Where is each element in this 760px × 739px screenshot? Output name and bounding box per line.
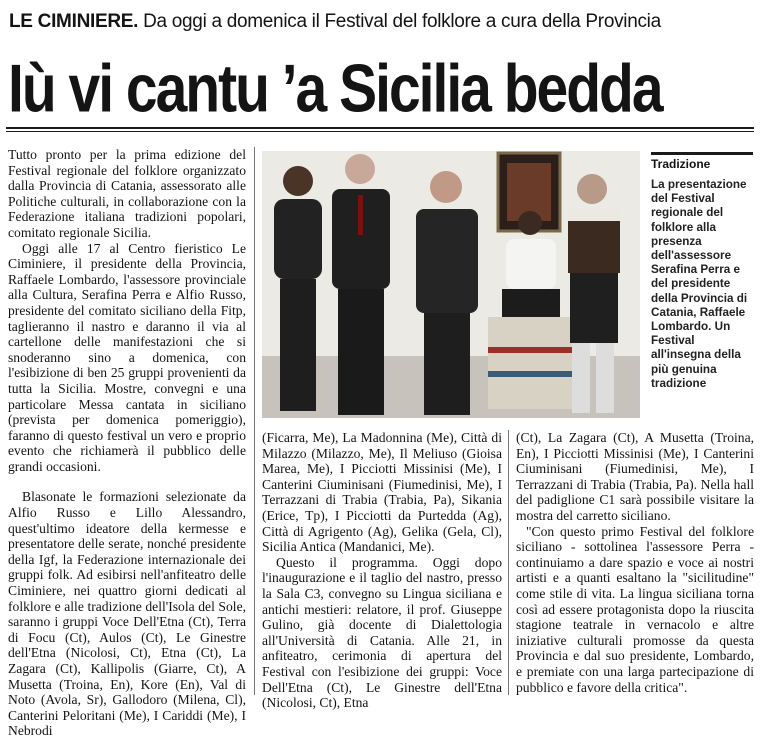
column-divider [508, 430, 509, 695]
photo-caption [651, 152, 753, 391]
headline: Iù vi cantu ’a Sicilia bedda [8, 51, 662, 127]
article-column-3 [516, 430, 754, 695]
column-divider [254, 147, 255, 695]
kicker [9, 10, 757, 34]
caption-text: La presentazione del Festival regionale del folklore alla presenza dell'assessore Serafina Perra e del presidente della Provincia di Catania, Raffaele Lombardo. Un Festival all'insegna della più genuina tradizione [651, 178, 748, 390]
caption-title: Tradizione [651, 157, 711, 171]
article-column-2 [262, 430, 502, 711]
article-photo [262, 151, 640, 418]
paragraph: "Con questo primo Festival del folklore siciliano - sottolinea l'assessore Perra - continuiamo a dare spazio e voce ai nostri artisti e a quanti esaltano la "sicilitudine" come stile di vita. La lingua siciliana torna così ad essere protagonista dopo la riuscita stagione teatrale in vernacolo e altre iniziative culturali promosse da questa Provincia e dal suo presidente, Lombardo, e premiate con una larga partecipazione di pubblico e favore della critica". [516, 523, 754, 695]
paragraph: Blasonate le formazioni selezionate da Alfio Russo e Lillo Alessandro, quest'ultimo ideatore della kermesse e presentatore delle serate, nonché presidente della Igf, la Federazione internazionale dei gruppi folk. Ad esibirsi nell'anfiteatro delle Ciminiere, nei quattro giorni dedicati al folklore e alle tradizione dell'Isola del Sole, saranno i gruppi Voce Dell'Etna (Ct), Terra di Focu (Ct), Aulos (Ct), Le Ginestre dell'Etna (Nicolosi, Ct), Etna (Ct), La Zagara (Ct), Kallipolis (Giarre, Ct), A Musetta (Troina, En), Kore (En), Val di Noto (Avola, Sr), Gallodoro (Milena, Cl), Canterini Peloritani (Me), I Cariddi (Me), I Nebrodi [8, 489, 246, 739]
headline-rule-thin [6, 131, 754, 132]
paragraph: (Ficarra, Me), La Madonnina (Me), Città di Milazzo (Milazzo, Me), Il Meliuso (Gioisa Marea, Me), I Picciotti Missinisi (Me), I Canterini Ciuminisani (Fiumedinisi, Me), I Terrazzani di Trabia (Trabia, Pa), Sikania (Erice, Tp), I Picciotti da Purtedda (Ag), Città di Agrigento (Ag), Gelika (Gela, Cl), Sicilia Antica (Mandanici, Me). [262, 430, 502, 555]
paragraph: (Ct), La Zagara (Ct), A Musetta (Troina, En), I Picciotti Missinisi (Me), I Canterini Ciuminisani (Fiumedinisi, Me), I Terrazzani di Trabia (Trabia, Pa). Nella hall del padiglione C1 sarà possibile visitare la mostra del carretto siciliano. [516, 430, 754, 523]
caption-rule [651, 152, 753, 155]
paragraph: Tutto pronto per la prima edizione del Festival regionale del folklore organizzato dalla Provincia di Catania, assessorato alle Politiche culturali, in collaborazione con la Federazione italiana tradizioni popolari, comitato regionale Sicilia. [8, 147, 246, 240]
kicker-text: Da oggi a domenica il Festival del folklore a cura della Provincia [143, 11, 661, 32]
kicker-label: LE CIMINIERE. [9, 11, 139, 32]
paragraph: Oggi alle 17 al Centro fieristico Le Ciminiere, il presidente della Provincia, Raffaele Lombardo, l'assessore provinciale alla Cultura, Serafina Perra e Alfio Russo, presidente del comitato siciliano della Fitp, taglieranno il nastro e daranno il via al cartellone delle manifestazioni che si snoderanno sino a domenica, con l'esibizione di ben 25 gruppi provenienti da tutta la Sicilia. Mostre, convegni e una particolare Messa cantata in siciliano (prevista per domenica pomeriggio), faranno di questo festival un vero e proprio evento che richiamerà il pubblico delle grandi occasioni. [8, 240, 246, 474]
article-column-1 [8, 147, 246, 739]
headline-rule [6, 127, 754, 129]
photo-illustration [262, 151, 640, 418]
paragraph: Questo il programma. Oggi dopo l'inaugurazione e il taglio del nastro, presso la Sala C3, convegno su Lingua siciliana e antichi mestieri: relatore, il prof. Giuseppe Gulino, già docente di Dialettologia all'Università di Catania. Alle 21, in anfiteatro, cerimonia di apertura del Festival con l'esibizione dei gruppi: Voce Dell'Etna (Ct), Le Ginestre dell'Etna (Nicolosi, Ct), Etna [262, 554, 502, 711]
